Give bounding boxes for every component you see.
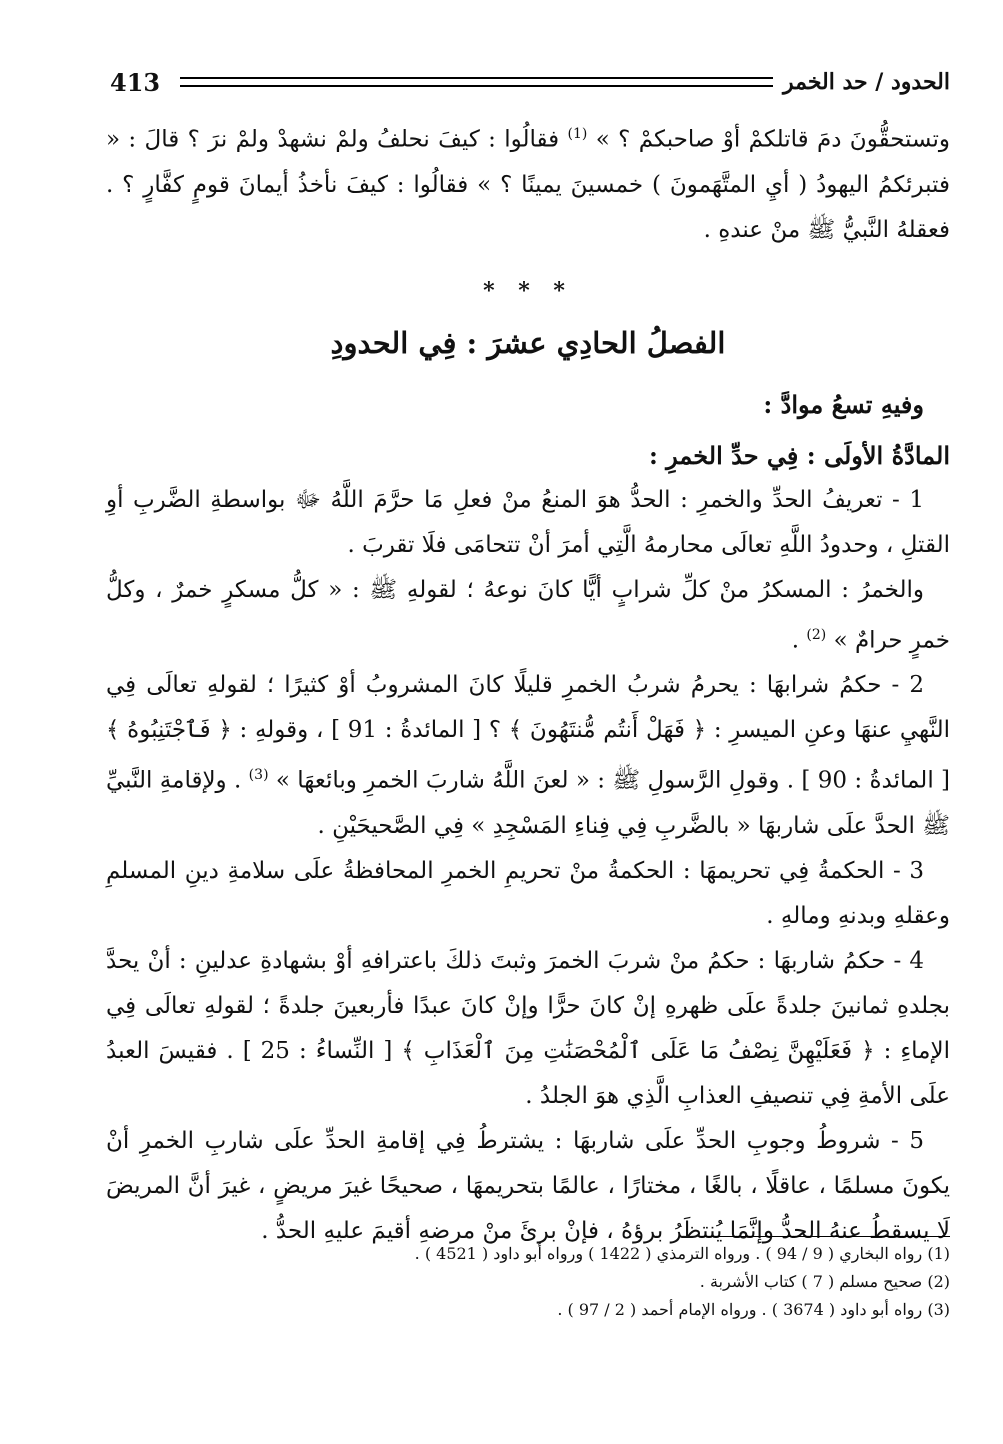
- footnote-rule: [700, 1236, 950, 1237]
- running-title: الحدود / حد الخمر: [782, 69, 950, 95]
- paragraph-1: 1 - تعريفُ الحدِّ والخمرِ : الحدُّ هوَ المنعُ منْ فعلِ مَا حرَّمَ اللَّهُ ﷻ بواسطةِ الضَّربِ أوِ القتلِ ، وحدودُ اللَّهِ تعالَى محارمهُ الَّتِي أمرَ أنْ تتحامَى فلَا تقربَ .: [106, 486, 950, 558]
- paragraph-continuation: [106, 112, 950, 253]
- paragraph-text: والخمرُ : المسكرُ منْ كلِّ شرابٍ أيًّا كانَ نوعهُ ؛ لقولهِ ﷺ : « كلُّ مسكرٍ خمرٌ ، وكلُّ خمرٍ حرامٌ »: [106, 576, 950, 654]
- section-separator: * * *: [483, 277, 573, 304]
- paragraph-text: . ولإقامةِ النَّبيِّ ﷺ الحدَّ علَى شاربهَا « بالضَّربِ فِي فِناءِ المَسْجِدِ » فِي الصَّحيحَيْنِ .: [106, 767, 950, 839]
- paragraph-text: 2 - حكمُ شرابهَا : يحرمُ شربُ الخمرِ قليلًا كانَ المشروبُ أوْ كثيرًا ؛ لقولهِ تعالَى فِي النَّهيِ عنهَا وعنِ الميسرِ : ﴿ فَهَلْ أَنتُم مُّنتَهُونَ ﴾ ؟ [ المائدةُ : 91 ] ، وقولهِ : ﴿ فَٱجْتَنِبُوهُ ﴾ [ المائدةُ : 90 ] . وقولِ الرَّسولِ ﷺ : « لعنَ اللَّهُ شاربَ الخمرِ وبائعهَا »: [106, 672, 951, 794]
- footnote-1: (1) رواه البخاري ( 9 / 94 ) . ورواه الترمذي ( 1422 ) ورواه أبو داود ( 4521 ) .: [414, 1244, 950, 1263]
- footnotes: [350, 1240, 950, 1324]
- paragraph-text: فقالُوا : كيفَ نحلفُ ولمْ نشهدْ ولمْ نرَ ؟ قالَ : « فتبرئكمُ اليهودُ ( أيِ المتَّهَمونَ ) خمسينَ يمينًا ؟ » فقالُوا : كيفَ نأخذُ أيمانَ قومٍ كفَّارٍ ؟ . فعقلهُ النَّبيُّ ﷺ منْ عندهِ .: [106, 126, 950, 243]
- footnote-ref: (3): [248, 767, 269, 784]
- article-title: المادَّةُ الأولَى : فِي حدِّ الخمرِ :: [648, 440, 950, 470]
- footnote-ref: (1): [567, 126, 588, 142]
- footnote-3: (3) رواه أبو داود ( 3674 ) . ورواه الإمام أحمد ( 2 / 97 ) .: [557, 1300, 950, 1319]
- chapter-title: الفصلُ الحادِي عشرَ : فِي الحدودِ: [330, 325, 726, 360]
- footnote-2: (2) صحيح مسلم ( 7 ) كتاب الأشربة .: [699, 1272, 950, 1291]
- main-text: [106, 112, 950, 1254]
- header-rule: [180, 77, 773, 87]
- paragraph-text: .: [791, 627, 800, 654]
- page-number: 413: [110, 67, 161, 97]
- page-header: [110, 64, 950, 100]
- paragraph-4: 3 - الحكمةُ فِي تحريمهَا : الحكمةُ منْ تحريمِ الخمرِ المحافظةُ علَى سلامةِ دينِ المسلمِ وعقلهِ وبدنهِ ومالهِ .: [106, 857, 950, 929]
- paragraph-5: 4 - حكمُ شاربهَا : حكمُ منْ شربَ الخمرَ وثبتَ ذلكَ باعترافهِ أوْ بشهادةِ عدلينِ : أنْ يحدَّ بجلدهِ ثمانينَ جلدةً علَى ظهرهِ إنْ كانَ حرًّا وإنْ كانَ عبدًا فأربعينَ جلدةً ؛ لقولهِ تعالَى فِي الإماءِ : ﴿ فَعَلَيْهِنَّ نِصْفُ مَا عَلَى ٱلْمُحْصَنَٰتِ مِنَ ٱلْعَذَابِ ﴾ [ النِّساءُ : 25 ] . فقيسَ العبدُ علَى الأمةِ فِي تنصيفِ العذابِ الَّذِي هوَ الجلدُ .: [106, 947, 950, 1109]
- footnote-ref: (2): [806, 626, 827, 643]
- paragraph-3: [106, 663, 950, 849]
- chapter-intro: وفيهِ تسعُ موادَّ :: [763, 389, 924, 419]
- paragraph-2: [106, 568, 950, 664]
- paragraph-6: 5 - شروطُ وجوبِ الحدِّ علَى شاربهَا : يشترطُ فِي إقامةِ الحدِّ علَى شاربِ الخمرِ أنْ يكونَ مسلمًا ، عاقلًا ، بالغًا ، مختارًا ، عالمًا بتحريمهَا ، صحيحًا غيرَ مريضٍ ، غيرَ أنَّ المريضَ لَا يسقطُ عنهُ الحدُّ وإنَّمَا يُنتظَرُ برؤهُ ، فإنْ برئَ منْ مرضهِ أقيمَ عليهِ الحدُّ .: [106, 1127, 950, 1244]
- paragraph-text: وتستحقُّونَ دمَ قاتلكمْ أوْ صاحبكمْ ؟ »: [595, 126, 951, 153]
